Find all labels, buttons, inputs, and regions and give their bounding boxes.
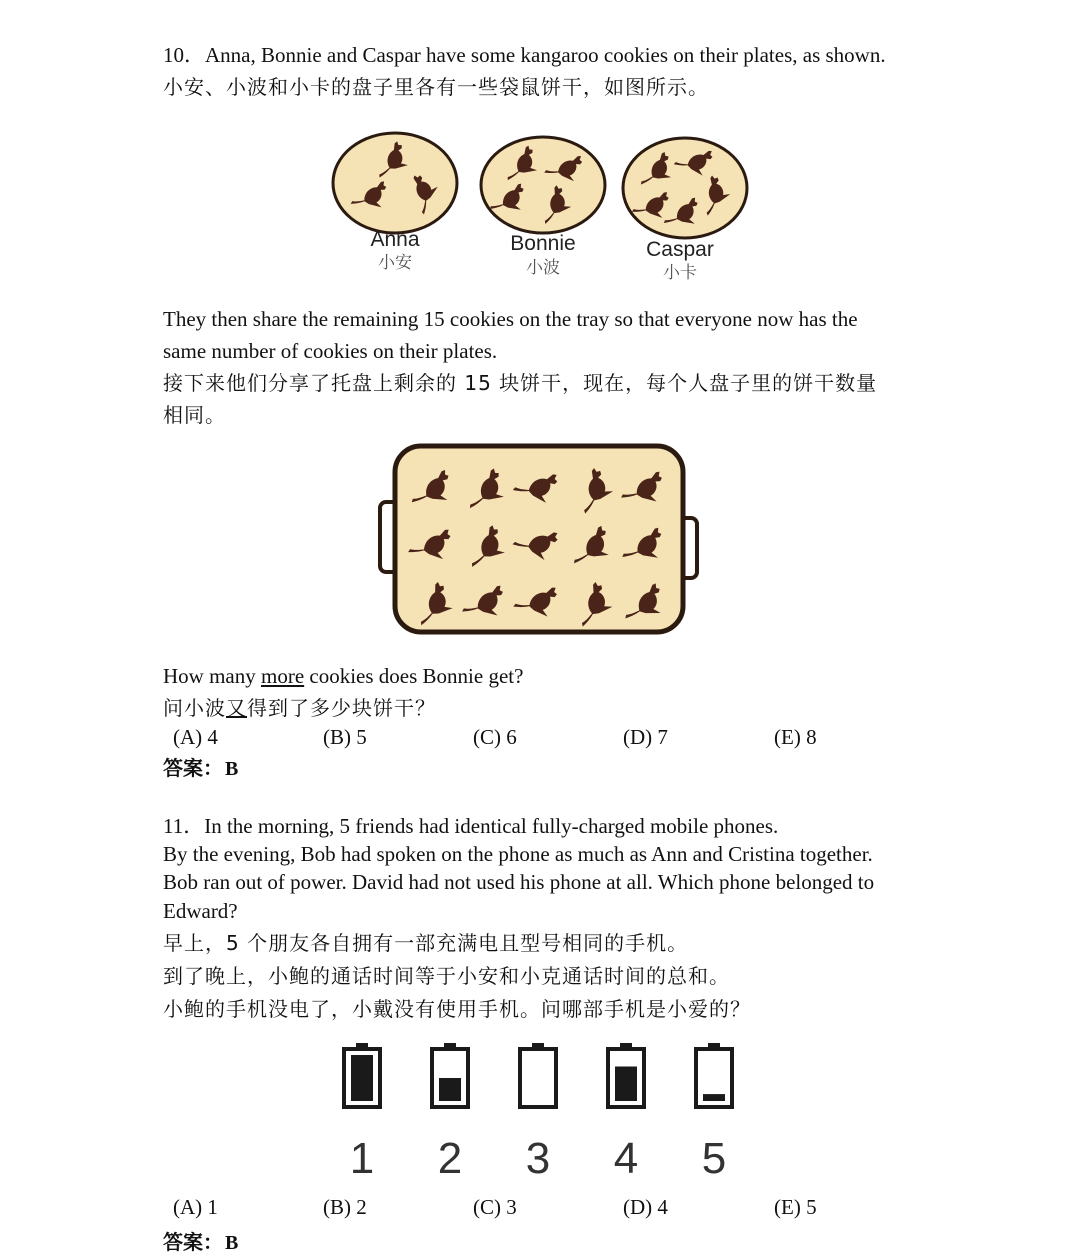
q10-stem-cn: 小安、小波和小卡的盘子里各有一些袋鼠饼干，如图所示。: [163, 75, 709, 99]
choice-a: (A) 4: [173, 725, 218, 749]
battery-fill: [703, 1094, 725, 1101]
choice-c: (C) 3: [473, 1195, 517, 1219]
q10-question-en-underlined: more: [261, 664, 305, 688]
plate-name-en: Anna: [370, 228, 420, 251]
choice-d: (D) 4: [623, 1195, 668, 1219]
plate-name-cn: 小卡: [663, 263, 697, 282]
battery-label: 3: [525, 1134, 551, 1183]
battery-5: [696, 1043, 732, 1183]
batteries-figure: [330, 1035, 750, 1190]
q10-question-en: [163, 662, 523, 690]
q10-question-cn: [163, 694, 436, 722]
answer-value: B: [225, 758, 239, 780]
q10-question-en-pre: How many: [163, 664, 261, 688]
battery-body: [520, 1049, 556, 1107]
choice-d: (D) 7: [623, 725, 668, 749]
q11-line-cn-3: 小鲍的手机没电了，小戴没有使用手机。问哪部手机是小爱的？: [163, 997, 751, 1021]
q10-question-cn-underlined: 又: [226, 696, 247, 720]
q10-stem-en: 10．Anna, Bonnie and Caspar have some kangaroo cookies on their plates, as shown.: [163, 43, 886, 67]
q11-line-en-3: Bob ran out of power. David had not used his phone at all. Which phone belonged to: [163, 870, 875, 894]
choice-c: (C) 6: [473, 725, 517, 749]
choice-e: (E) 5: [774, 1195, 817, 1219]
q11-line-en-2: By the evening, Bob had spoken on the phone as much as Ann and Cristina together.: [163, 842, 873, 866]
battery-fill: [439, 1078, 461, 1101]
plate-name-cn: 小波: [526, 258, 560, 277]
choice-a: (A) 1: [173, 1195, 218, 1219]
choice-e: (E) 8: [774, 725, 817, 749]
answer-value: B: [225, 1232, 239, 1254]
plate-bonnie: [481, 137, 605, 233]
answer-label: 答案：: [163, 1230, 223, 1254]
q10-share-cn-2: 相同。: [163, 403, 226, 427]
q10-question-cn-post: 得到了多少块饼干？: [247, 696, 436, 720]
plate-caspar: [623, 138, 747, 238]
battery-label: 2: [437, 1134, 463, 1183]
q10-share-en-1: They then share the remaining 15 cookies on the tray so that everyone now has the: [163, 307, 858, 331]
plate-name-en: Bonnie: [510, 232, 576, 255]
plate-name-en: Caspar: [646, 238, 714, 261]
battery-fill: [615, 1067, 637, 1102]
tray-figure: [375, 440, 705, 640]
battery-3: [520, 1043, 556, 1183]
q10-share-cn-1: 接下来他们分享了托盘上剩余的 15 块饼干，现在，每个人盘子里的饼干数量: [163, 371, 878, 395]
battery-label: 1: [349, 1134, 375, 1183]
q11-line-en-4: Edward?: [163, 899, 238, 923]
q10-share-en-2: same number of cookies on their plates.: [163, 339, 498, 363]
battery-label: 4: [613, 1134, 639, 1183]
choice-b: (B) 5: [323, 725, 367, 749]
battery-fill: [351, 1055, 373, 1101]
q10-answer: [163, 752, 238, 781]
battery-label: 5: [701, 1134, 727, 1183]
q10-question-cn-pre: 问小波: [163, 696, 226, 720]
battery-4: [608, 1043, 644, 1183]
battery-2: [432, 1043, 468, 1183]
choice-b: (B) 2: [323, 1195, 367, 1219]
answer-label: 答案：: [163, 756, 223, 780]
plate-anna: [333, 133, 457, 233]
q10-question-en-post: cookies does Bonnie get?: [304, 664, 524, 688]
q11-line-cn-2: 到了晚上，小鲍的通话时间等于小安和小克通话时间的总和。: [163, 964, 730, 988]
plate-name-cn: 小安: [378, 253, 412, 272]
battery-1: [344, 1043, 380, 1183]
q11-line-cn-1: 早上，5 个朋友各自拥有一部充满电且型号相同的手机。: [163, 931, 689, 955]
plates-figure: [325, 128, 765, 288]
q11-line-en-1: 11．In the morning, 5 friends had identical fully-charged mobile phones.: [163, 814, 779, 838]
q11-answer: [163, 1226, 238, 1255]
